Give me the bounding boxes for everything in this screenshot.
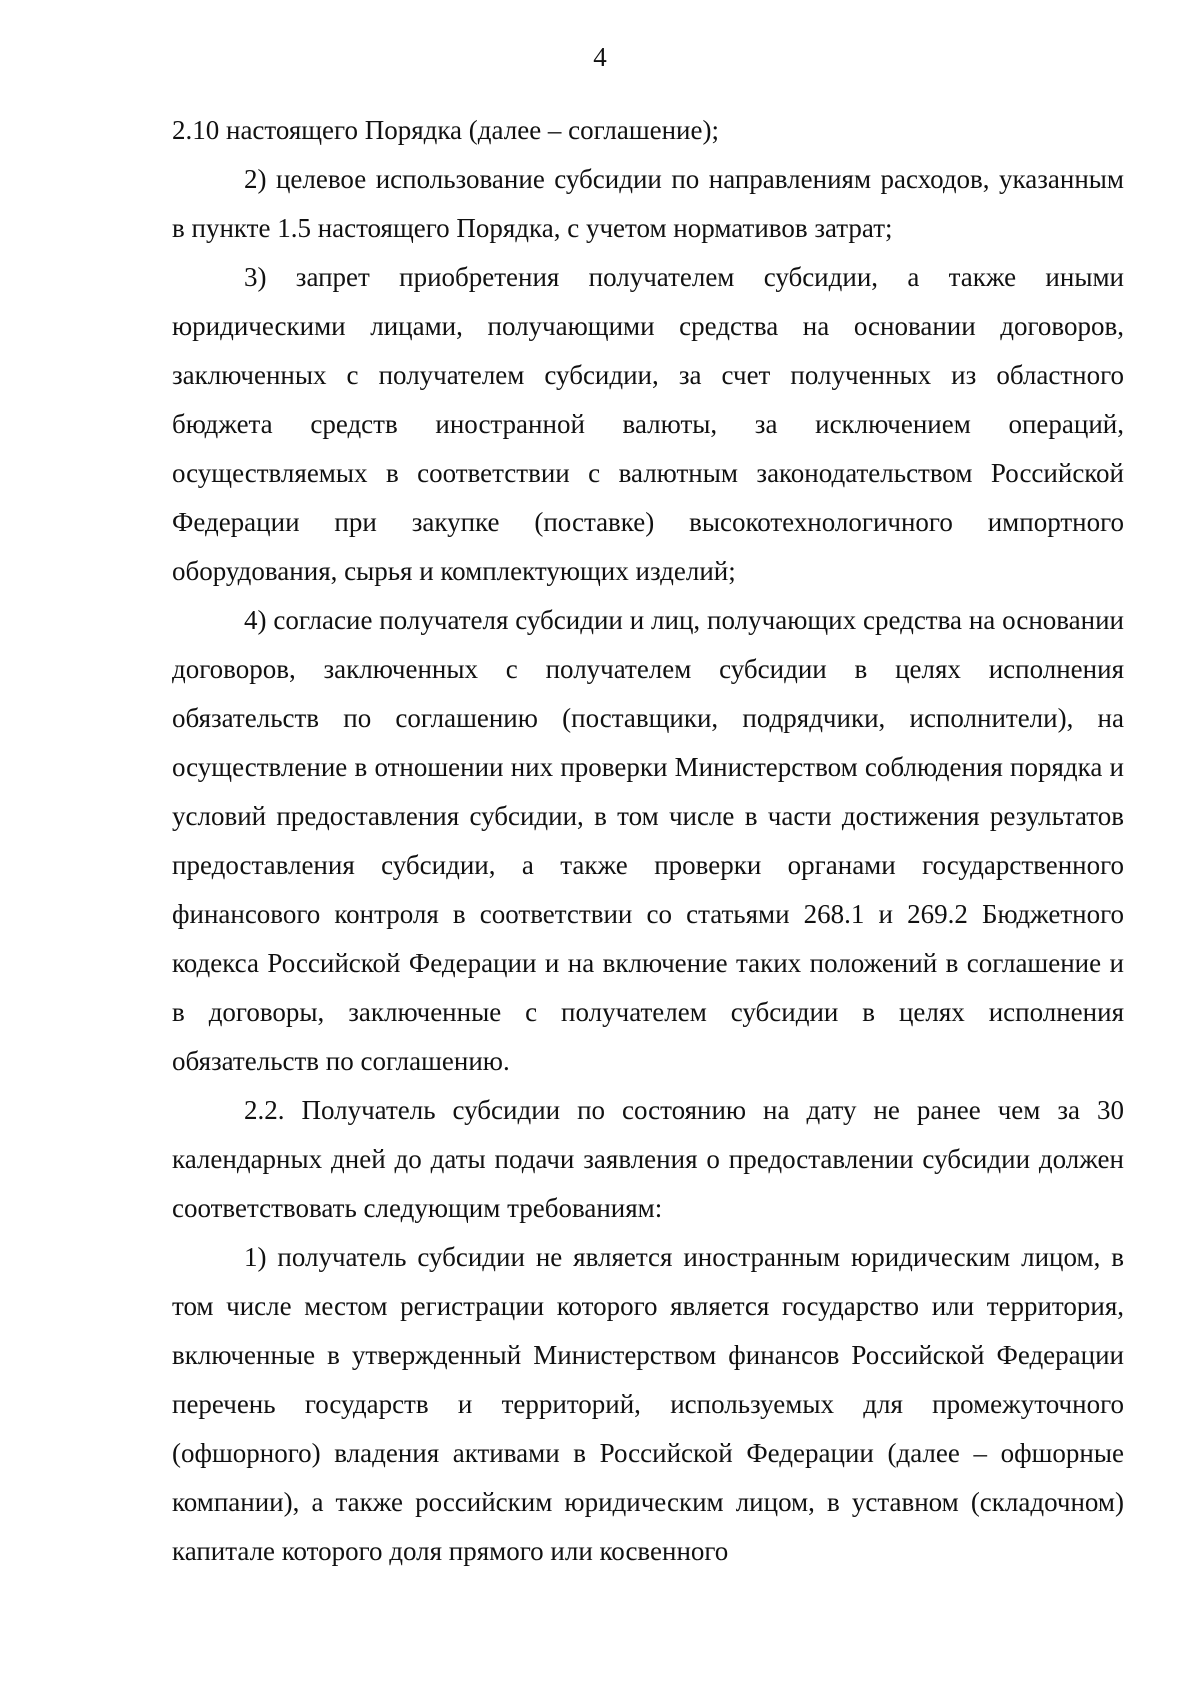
paragraph-section-2-2: 2.2. Получатель субсидии по состоянию на дату не ранее чем за 30 календарных дней до даты подачи заявления о предоставлении субсидии должен соответствовать следующим требованиям: — [172, 1095, 1124, 1223]
page-number: 4 — [593, 42, 607, 72]
paragraph-requirement-1: 1) получатель субсидии не является иностранным юридическим лицом, в том числе местом регистрации которого является государство или территория, включенные в утвержденный Министерством финансов Российской Федерации перечень государств и территорий, используемых для промежуточного (офшорного) владения активами в Российской Федерации (далее – офшорные компании), а также российским юридическим лицом, в уставном (складочном) капитале которого доля прямого или косвенного — [172, 1242, 1124, 1566]
document-body — [172, 106, 1124, 1576]
paragraph-continuation: 2.10 настоящего Порядка (далее – соглашение); — [172, 115, 719, 145]
paragraph-item-3: 3) запрет приобретения получателем субсидии, а также иными юридическими лицами, получающими средства на основании договоров, заключенных с получателем субсидии, за счет полученных из областного бюджета средств иностранной валюты, за исключением операций, осуществляемых в соответствии с валютным законодательством Российской Федерации при закупке (поставке) высокотехнологичного импортного оборудования, сырья и комплектующих изделий; — [172, 262, 1124, 586]
paragraph-item-4: 4) согласие получателя субсидии и лиц, получающих средства на основании договоров, заключенных с получателем субсидии в целях исполнения обязательств по соглашению (поставщики, подрядчики, исполнители), на осуществление в отношении них проверки Министерством соблюдения порядка и условий предоставления субсидии, в том числе в части достижения результатов предоставления субсидии, а также проверки органами государственного финансового контроля в соответствии со статьями 268.1 и 269.2 Бюджетного кодекса Российской Федерации и на включение таких положений в соглашение и в договоры, заключенные с получателем субсидии в целях исполнения обязательств по соглашению. — [172, 605, 1124, 1076]
paragraph-item-2: 2) целевое использование субсидии по направлениям расходов, указанным в пункте 1.5 настоящего Порядка, с учетом нормативов затрат; — [172, 164, 1124, 243]
